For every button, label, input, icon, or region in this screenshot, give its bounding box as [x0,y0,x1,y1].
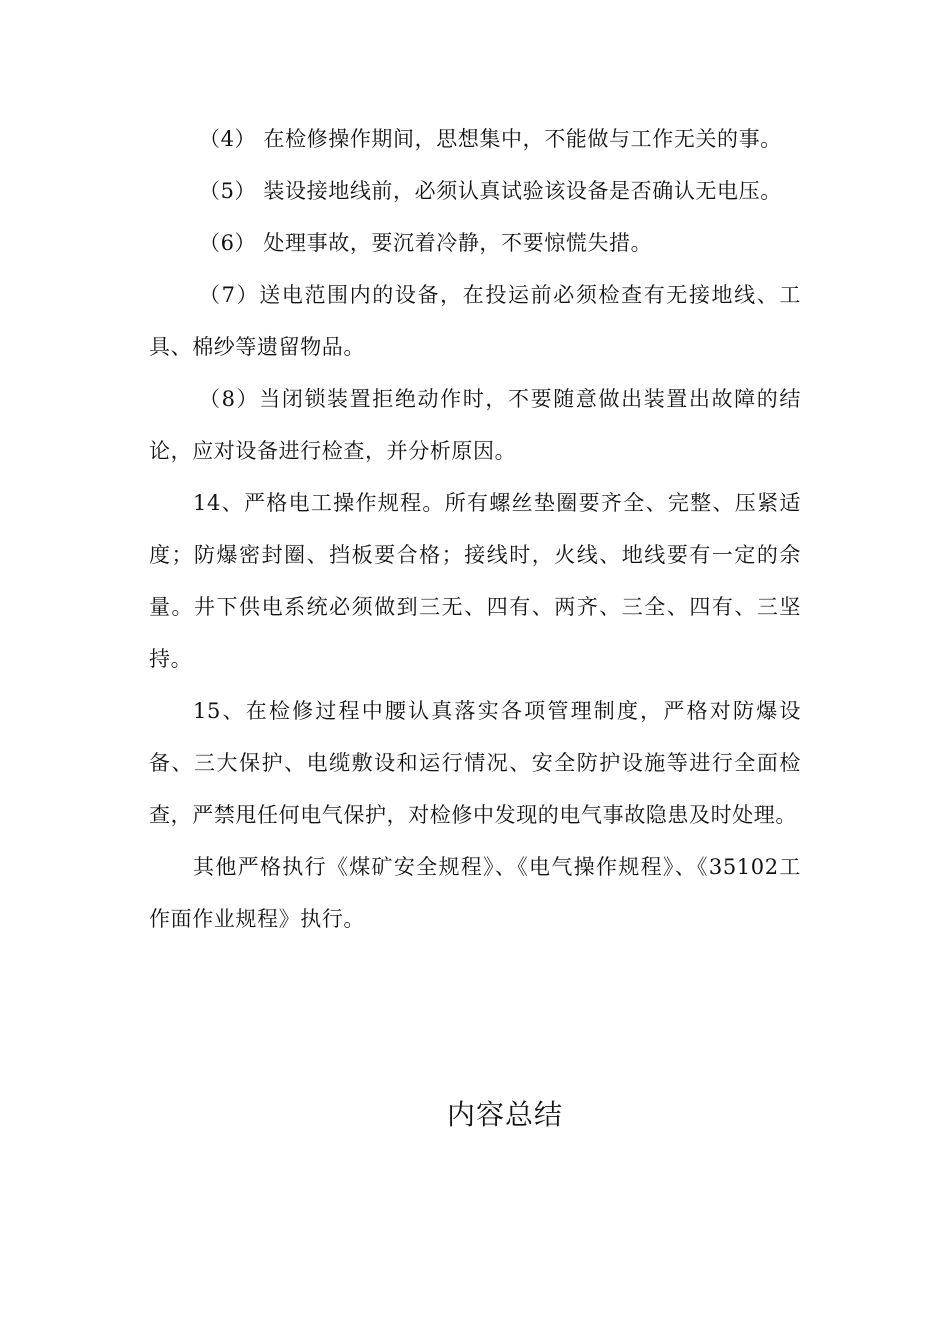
paragraph-item-4: （4） 在检修操作期间，思想集中，不能做与工作无关的事。 [199,127,782,151]
paragraph-item-7: （7）送电范围内的设备，在投运前必须检查有无接地线、工具、棉纱等遗留物品。 [149,283,801,359]
paragraph-other-rules: 其他严格执行《煤矿安全规程》、《电气操作规程》、《35102工作面作业规程》执行。 [149,855,801,931]
paragraph-item-6: （6） 处理事故，要沉着冷静，不要惊慌失措。 [199,231,653,255]
paragraph-rule-15: 15、在检修过程中腰认真落实各项管理制度，严格对防爆设备、三大保护、电缆敷设和运行情况、安全防护设施等进行全面检查，严禁甩任何电气保护，对检修中发现的电气事故隐患及时处理。 [149,699,801,827]
paragraph-item-8: （8）当闭锁装置拒绝动作时，不要随意做出装置出故障的结论，应对设备进行检查，并分析原因。 [149,387,801,463]
paragraph-rule-14: 14、严格电工操作规程。所有螺丝垫圈要齐全、完整、压紧适度；防爆密封圈、挡板要合格；接线时，火线、地线要有一定的余量。井下供电系统必须做到三无、四有、两齐、三全、四有、三坚持。 [149,491,801,671]
summary-title: 内容总结 [446,1098,563,1131]
document-body [149,113,801,945]
paragraph-item-5: （5） 装设接地线前，必须认真试验该设备是否确认无电压。 [199,179,782,203]
